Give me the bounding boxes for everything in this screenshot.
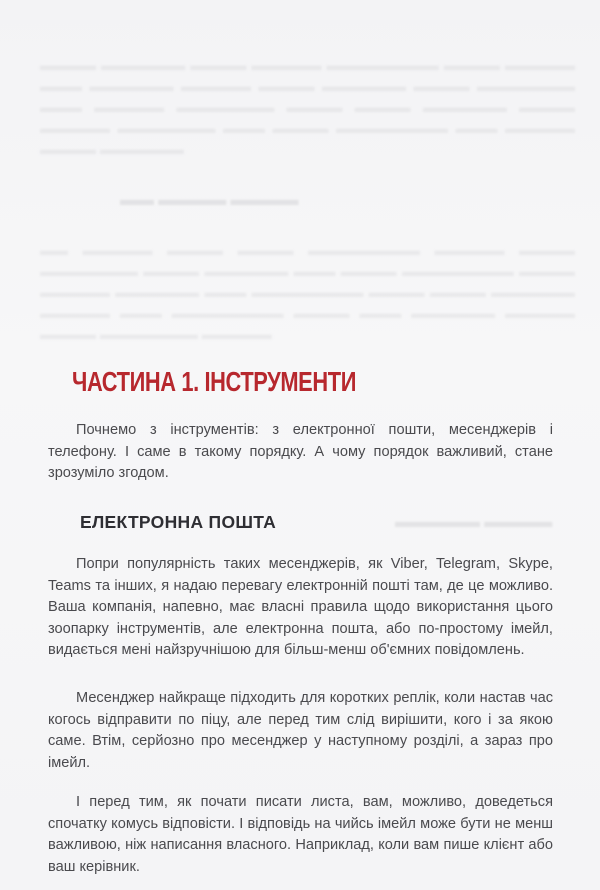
- bleed-through-text-middle: ▬▬ ▬▬▬▬▬ ▬▬▬▬ ▬▬▬▬ ▬▬▬▬▬▬▬▬ ▬▬▬▬▬ ▬▬▬▬ ▬▬▬▬▬▬▬ ▬▬▬▬ ▬▬▬▬▬▬ ▬▬▬ ▬▬▬▬ ▬▬▬▬▬▬▬▬ ▬▬▬▬ ▬▬▬▬▬ ▬▬▬▬▬▬ ▬▬▬ ▬▬▬▬▬▬▬▬ ▬▬▬▬ ▬▬▬▬ ▬▬▬▬▬▬ ▬▬▬▬▬ ▬▬▬ ▬▬▬▬▬▬▬▬ ▬▬▬▬ ▬▬▬ ▬▬▬▬▬▬ ▬▬▬▬▬ ▬▬▬▬ ▬▬▬▬▬▬▬ ▬▬▬▬▬: [40, 242, 575, 342]
- body-paragraph: Месенджер найкраще підходить для коротких реплік, коли настав час когось відправити по піцу, але перед тим слід вирішити, кого і за якою саме. Втім, серйозно про месенджер у наступному розділі, а зараз про імейл.: [48, 690, 553, 771]
- chapter-title: ЧАСТИНА 1. ІНСТРУМЕНТИ: [72, 366, 357, 397]
- bleed-through-heading: ▬▬ ▬▬▬▬ ▬▬▬▬: [120, 190, 299, 209]
- body-paragraph: І перед тим, як почати писати листа, вам, можливо, доведеться спочатку комусь відповісти. І відповідь на чийсь імейл може бути не менш важливою, ніж написання власного. Наприклад, коли вам пише клієнт або ваш керівник.: [48, 794, 553, 875]
- intro-paragraph: Почнемо з інструментів: з електронної пошти, месенджерів і телефону. І саме в такому порядку. А чому порядок важливий, стане зрозуміло згодом.: [48, 422, 553, 481]
- body-paragraph: Попри популярність таких месенджерів, як Viber, Telegram, Skype, Teams та інших, я надаю перевагу електронній пошті там, де це можливо. Ваша компанія, напевно, має власні правила щодо використання цього зоопарку інструментів, але електронна пошта, або по-простому імейл, видається мені найзручнішою для більш-менш об'ємних повідомлень.: [48, 556, 553, 658]
- bleed-through-text-top: ▬▬▬▬ ▬▬▬▬▬▬ ▬▬▬▬ ▬▬▬▬▬ ▬▬▬▬▬▬▬▬ ▬▬▬▬ ▬▬▬▬▬ ▬▬▬ ▬▬▬▬▬▬ ▬▬▬▬▬ ▬▬▬▬ ▬▬▬▬▬▬ ▬▬▬▬ ▬▬▬▬▬▬▬ ▬▬▬ ▬▬▬▬▬ ▬▬▬▬▬▬▬ ▬▬▬▬ ▬▬▬▬ ▬▬▬▬▬▬ ▬▬▬▬ ▬▬▬▬▬ ▬▬▬▬▬▬▬ ▬▬▬ ▬▬▬▬ ▬▬▬▬▬▬▬▬ ▬▬▬ ▬▬▬▬▬ ▬▬▬▬ ▬▬▬▬▬▬: [40, 57, 575, 157]
- bleed-through-heading-2: ▬▬▬▬▬ ▬▬▬▬: [395, 512, 553, 531]
- section-title: ЕЛЕКТРОННА ПОШТА: [80, 512, 277, 532]
